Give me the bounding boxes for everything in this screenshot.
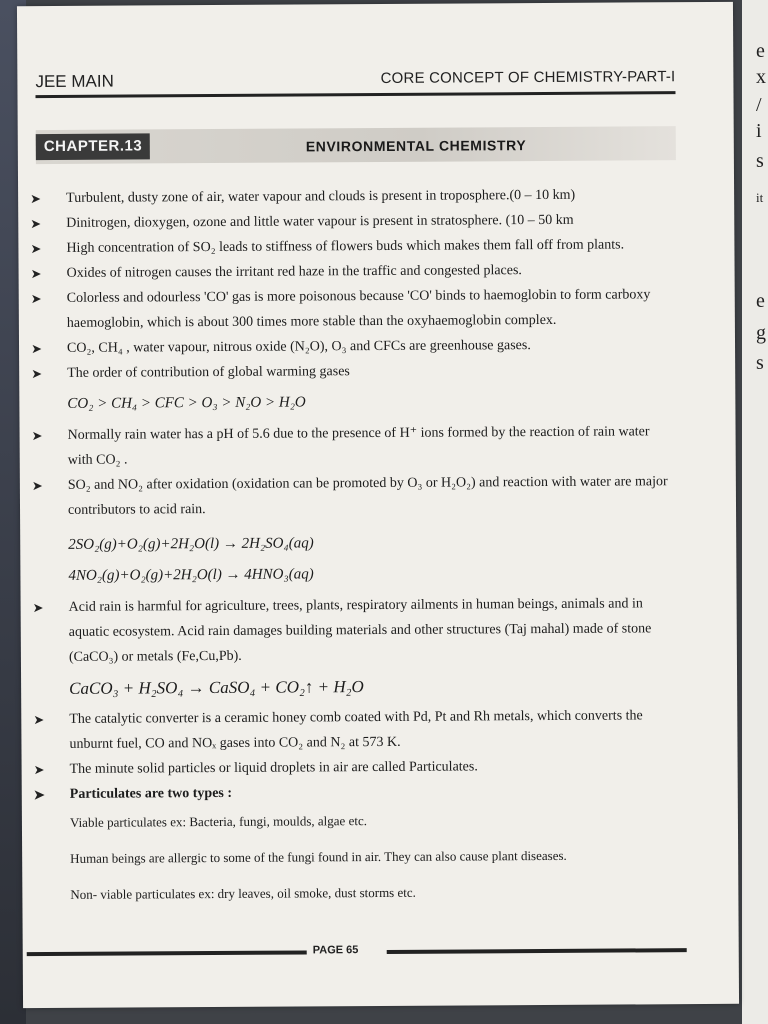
- next-page-edge: [742, 0, 768, 1024]
- arrow-bullet-icon: ➤: [30, 341, 42, 357]
- arrow-bullet-icon: ➤: [30, 191, 42, 207]
- chapter-banner: [36, 126, 676, 164]
- next-page-glyph: e: [756, 290, 765, 312]
- next-page-glyph: g: [756, 322, 766, 344]
- header-exam-label: JEE MAIN: [35, 71, 114, 92]
- next-page-glyph: s: [756, 150, 764, 172]
- page-number: PAGE 65: [312, 944, 359, 957]
- page-header: [35, 64, 675, 100]
- arrow-bullet-icon: ➤: [31, 478, 43, 494]
- list-item: ➤ Dinitrogen, dioxygen, ozone and little water vapour is present in stratosphere. (10 – 50 km: [30, 207, 670, 236]
- next-page-glyph: /: [756, 94, 762, 116]
- arrow-bullet-icon: ➤: [30, 241, 42, 257]
- arrow-bullet-icon: ➤: [33, 762, 45, 778]
- particulates-line: Viable particulates ex: Bacteria, fungi, moulds, algae etc.: [69, 813, 368, 830]
- arrow-bullet-icon: ➤: [30, 216, 42, 232]
- list-item: ➤ SO₂ and NO₂ after oxidation (oxidation can be promoted by O₃ or H₂O₂) and reaction with water are major contributors to acid rain.: [31, 474, 668, 518]
- footer-rule-right: [387, 948, 687, 954]
- list-item: ➤ Normally rain water has a pH of 5.6 due to the presence of H⁺ ions formed by the reaction of rain water with CO₂ .: [31, 424, 650, 468]
- page-footer: [27, 940, 687, 966]
- arrow-bullet-icon: ➤: [33, 712, 45, 728]
- next-page-glyph: x: [756, 66, 766, 88]
- next-page-glyph: s: [756, 352, 764, 374]
- header-rule: [35, 91, 675, 98]
- arrow-bullet-icon: ➤: [33, 787, 45, 803]
- chapter-label: CHAPTER.13: [36, 133, 151, 160]
- next-page-glyph: i: [756, 120, 762, 142]
- list-item: ➤ Turbulent, dusty zone of air, water vapour and clouds is present in troposphere.(0 – 10 km): [30, 182, 670, 211]
- next-page-glyph: it: [756, 190, 764, 205]
- list-item: ➤ Acid rain is harmful for agriculture, trees, plants, respiratory ailments in human beings, animals and in aquatic ecosystem. Acid rain damages building materials and other structures (Taj mahal) made of stone (CaCO₃) or metals (Fe,Cu,Pb).: [32, 596, 652, 665]
- chapter-content: [30, 182, 674, 919]
- chapter-title: ENVIRONMENTAL CHEMISTRY: [305, 137, 527, 155]
- list-item: ➤ The minute solid particles or liquid droplets in air are called Particulates.: [34, 753, 674, 782]
- list-item: ➤ Particulates are two types :: [34, 778, 674, 807]
- particulates-line: Human beings are allergic to some of the fungi found in air. They can also cause plant diseases.: [70, 847, 567, 866]
- footer-rule-left: [27, 950, 307, 956]
- equation-warming-order: CO₂ > CH₄ > CFC > O₃ > N₂O > H₂O: [67, 394, 306, 412]
- equation-acid-rain-1: 2SO₂(g)+O₂(g)+2H₂O(l) → 2H₂SO₄(aq): [68, 535, 314, 553]
- particulates-line: Non- viable particulates ex: dry leaves, oil smoke, dust storms etc.: [70, 884, 416, 902]
- arrow-bullet-icon: ➤: [32, 600, 44, 616]
- document-page: [17, 2, 739, 1008]
- list-item: ➤ CO₂, CH₄ , water vapour, nitrous oxide (N₂O), O₃ and CFCs are greenhouse gases.: [31, 332, 671, 361]
- next-page-glyph: e: [756, 40, 765, 62]
- arrow-bullet-icon: ➤: [31, 366, 43, 382]
- list-item: ➤ Colorless and odourless 'CO' gas is more poisonous because 'CO' binds to haemoglobin to form carboxy haemoglobin, which is about 300 times more stable than the oxyhaemoglobin complex.: [30, 287, 651, 331]
- arrow-bullet-icon: ➤: [30, 266, 42, 282]
- header-book-title: CORE CONCEPT OF CHEMISTRY-PART-I: [380, 68, 676, 87]
- arrow-bullet-icon: ➤: [31, 428, 43, 444]
- list-item: ➤ The catalytic converter is a ceramic honey comb coated with Pd, Pt and Rh metals, which converts the unburnt fuel, CO and NOₓ gases into CO₂ and N₂ at 573 K.: [33, 708, 643, 752]
- equation-acid-rain-2: 4NO₂(g)+O₂(g)+2H₂O(l) → 4HNO₃(aq): [68, 566, 314, 584]
- list-item: ➤ High concentration of SO₂ leads to stiffness of flowers buds which makes them fall off from plants.: [30, 232, 670, 261]
- list-item: ➤ Oxides of nitrogen causes the irritant red haze in the traffic and congested places.: [31, 257, 671, 286]
- equation-caco3: CaCO₃ + H₂SO₄ → CaSO₄ + CO₂↑ + H₂O: [69, 677, 364, 698]
- list-item: ➤ The order of contribution of global warming gases: [31, 357, 671, 386]
- arrow-bullet-icon: ➤: [30, 291, 42, 307]
